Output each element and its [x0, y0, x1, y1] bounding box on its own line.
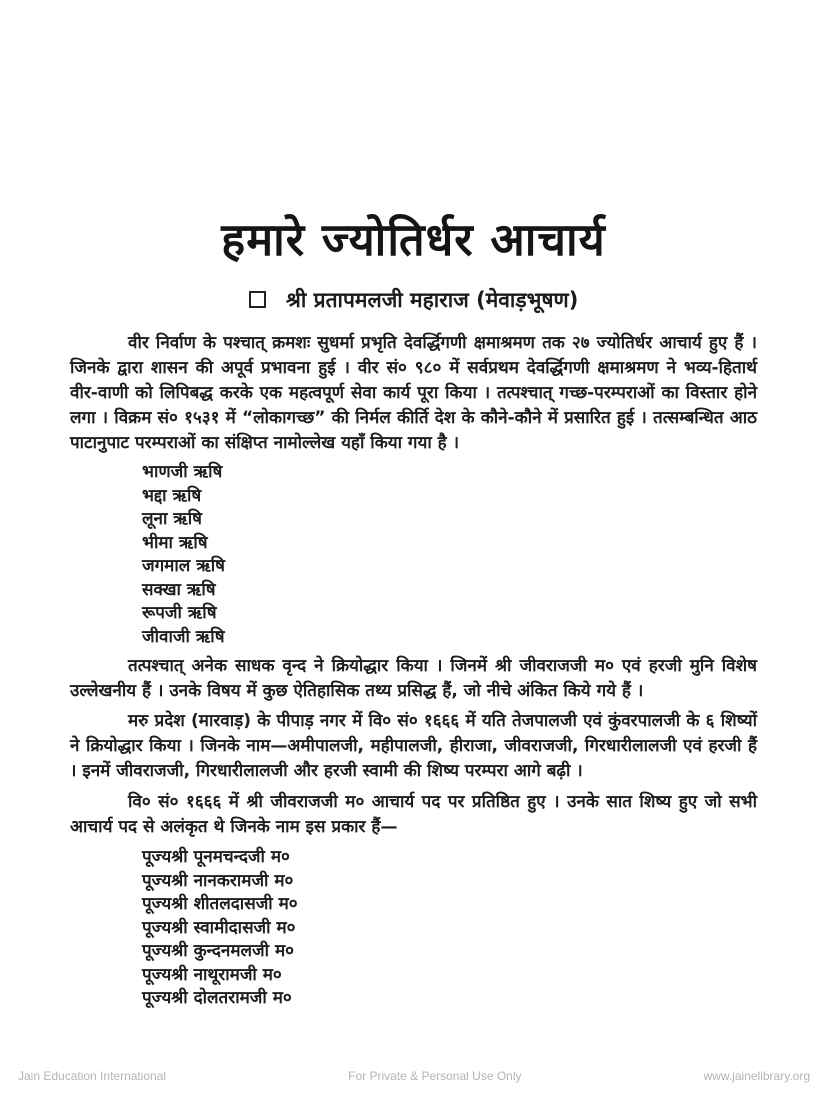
list-item: भाणजी ऋषि: [142, 462, 223, 482]
footer-right-url: www.jainelibrary.org: [703, 1069, 810, 1083]
footer-left-text: Jain Education International: [18, 1069, 167, 1083]
pujya-list: [70, 846, 757, 1011]
list-item: पूज्यश्री स्वामीदासजी म०: [142, 917, 296, 938]
paragraph-kriyoddhar: तत्पश्चात् अनेक साधक वृन्द ने क्रियोद्धार किया । जिनमें श्री जीवराजजी म० एवं हरजी मुनि विशेष उल्लेखनीय हैं । उनके विषय में कुछ ऐतिहासिक तथ्य प्रसिद्ध हैं, जो नीचे अंकित किये गये हैं ।: [70, 656, 757, 701]
list-item: पूज्यश्री कुन्दनमलजी म०: [142, 941, 295, 961]
list-item: जीवाजी ऋषि: [142, 626, 225, 647]
list-item: रूपजी ऋषि: [142, 603, 217, 623]
list-item: सक्खा ऋषि: [142, 579, 216, 600]
list-item: पूज्यश्री पूनमचन्दजी म०: [142, 847, 290, 867]
list-item: जगमाल ऋषि: [142, 556, 225, 576]
scan-footer: [0, 1069, 828, 1083]
paragraph-intro: वीर निर्वाण के पश्चात् क्रमशः सुधर्मा प्रभृति देवर्द्धिगणी क्षमाश्रमण तक २७ ज्योतिर्धर आचार्य हुए हैं । जिनके द्वारा शासन की अपूर्व प्रभावना हुई । वीर सं० ९८० में सर्वप्रथम देवर्द्धिगणी क्षमाश्रमण ने भव्य-हितार्थ वीर-वाणी को लिपिबद्ध करके एक महत्वपूर्ण सेवा कार्य पूरा किया । तत्पश्चात् गच्छ-परम्पराओं का विस्तार होने लगा । विक्रम सं० १५३१ में “लोकागच्छ” की निर्मल कीर्ति देश के कौने-कौने में प्रसारित हुई । तत्सम्बन्धित आठ पाटानुपाट परम्पराओं का संक्षिप्त नामोल्लेख यहाँ किया गया है ।: [70, 333, 757, 453]
square-bullet-icon: [249, 291, 266, 308]
page-title: हमारे ज्योतिर्धर आचार्य: [221, 213, 606, 266]
list-item: पूज्यश्री शीतलदासजी म०: [142, 894, 298, 914]
footer-center-text: For Private & Personal Use Only: [348, 1069, 522, 1083]
list-item: पूज्यश्री दोलतरामजी म०: [142, 988, 292, 1008]
list-item: पूज्यश्री नानकरामजी म०: [142, 870, 294, 891]
paragraph-marwar: मरु प्रदेश (मारवाड़) के पीपाड़ नगर में वि० सं० १६६६ में यति तेजपालजी एवं कुंवरपालजी के ६ शिष्यों ने क्रियोद्धार किया । जिनके नाम—अमीपालजी, महीपालजी, हीराजा, जीवराजजी, गिरधारीलालजी एवं हरजी हैं । इनमें जीवराजजी, गिरधारीलालजी और हरजी स्वामी की शिष्य परम्परा आगे बढ़ी ।: [70, 711, 757, 781]
list-item: लूना ऋषि: [142, 509, 203, 529]
paragraph-acharya-pad: वि० सं० १६६६ में श्री जीवराजजी म० आचार्य पद पर प्रतिष्ठित हुए । उनके सात शिष्य हुए जो सभी आचार्य पद से अलंकृत थे जिनके नाम इस प्रकार हैं—: [70, 792, 757, 837]
author-name: श्री प्रतापमलजी महाराज (मेवाड़भूषण): [286, 288, 579, 312]
rishi-list: [70, 461, 757, 649]
author-line: [70, 286, 757, 314]
list-item: पूज्यश्री नाथूरामजी म०: [142, 964, 282, 985]
list-item: भद्दा ऋषि: [142, 485, 202, 506]
list-item: भीमा ऋषि: [142, 532, 208, 553]
